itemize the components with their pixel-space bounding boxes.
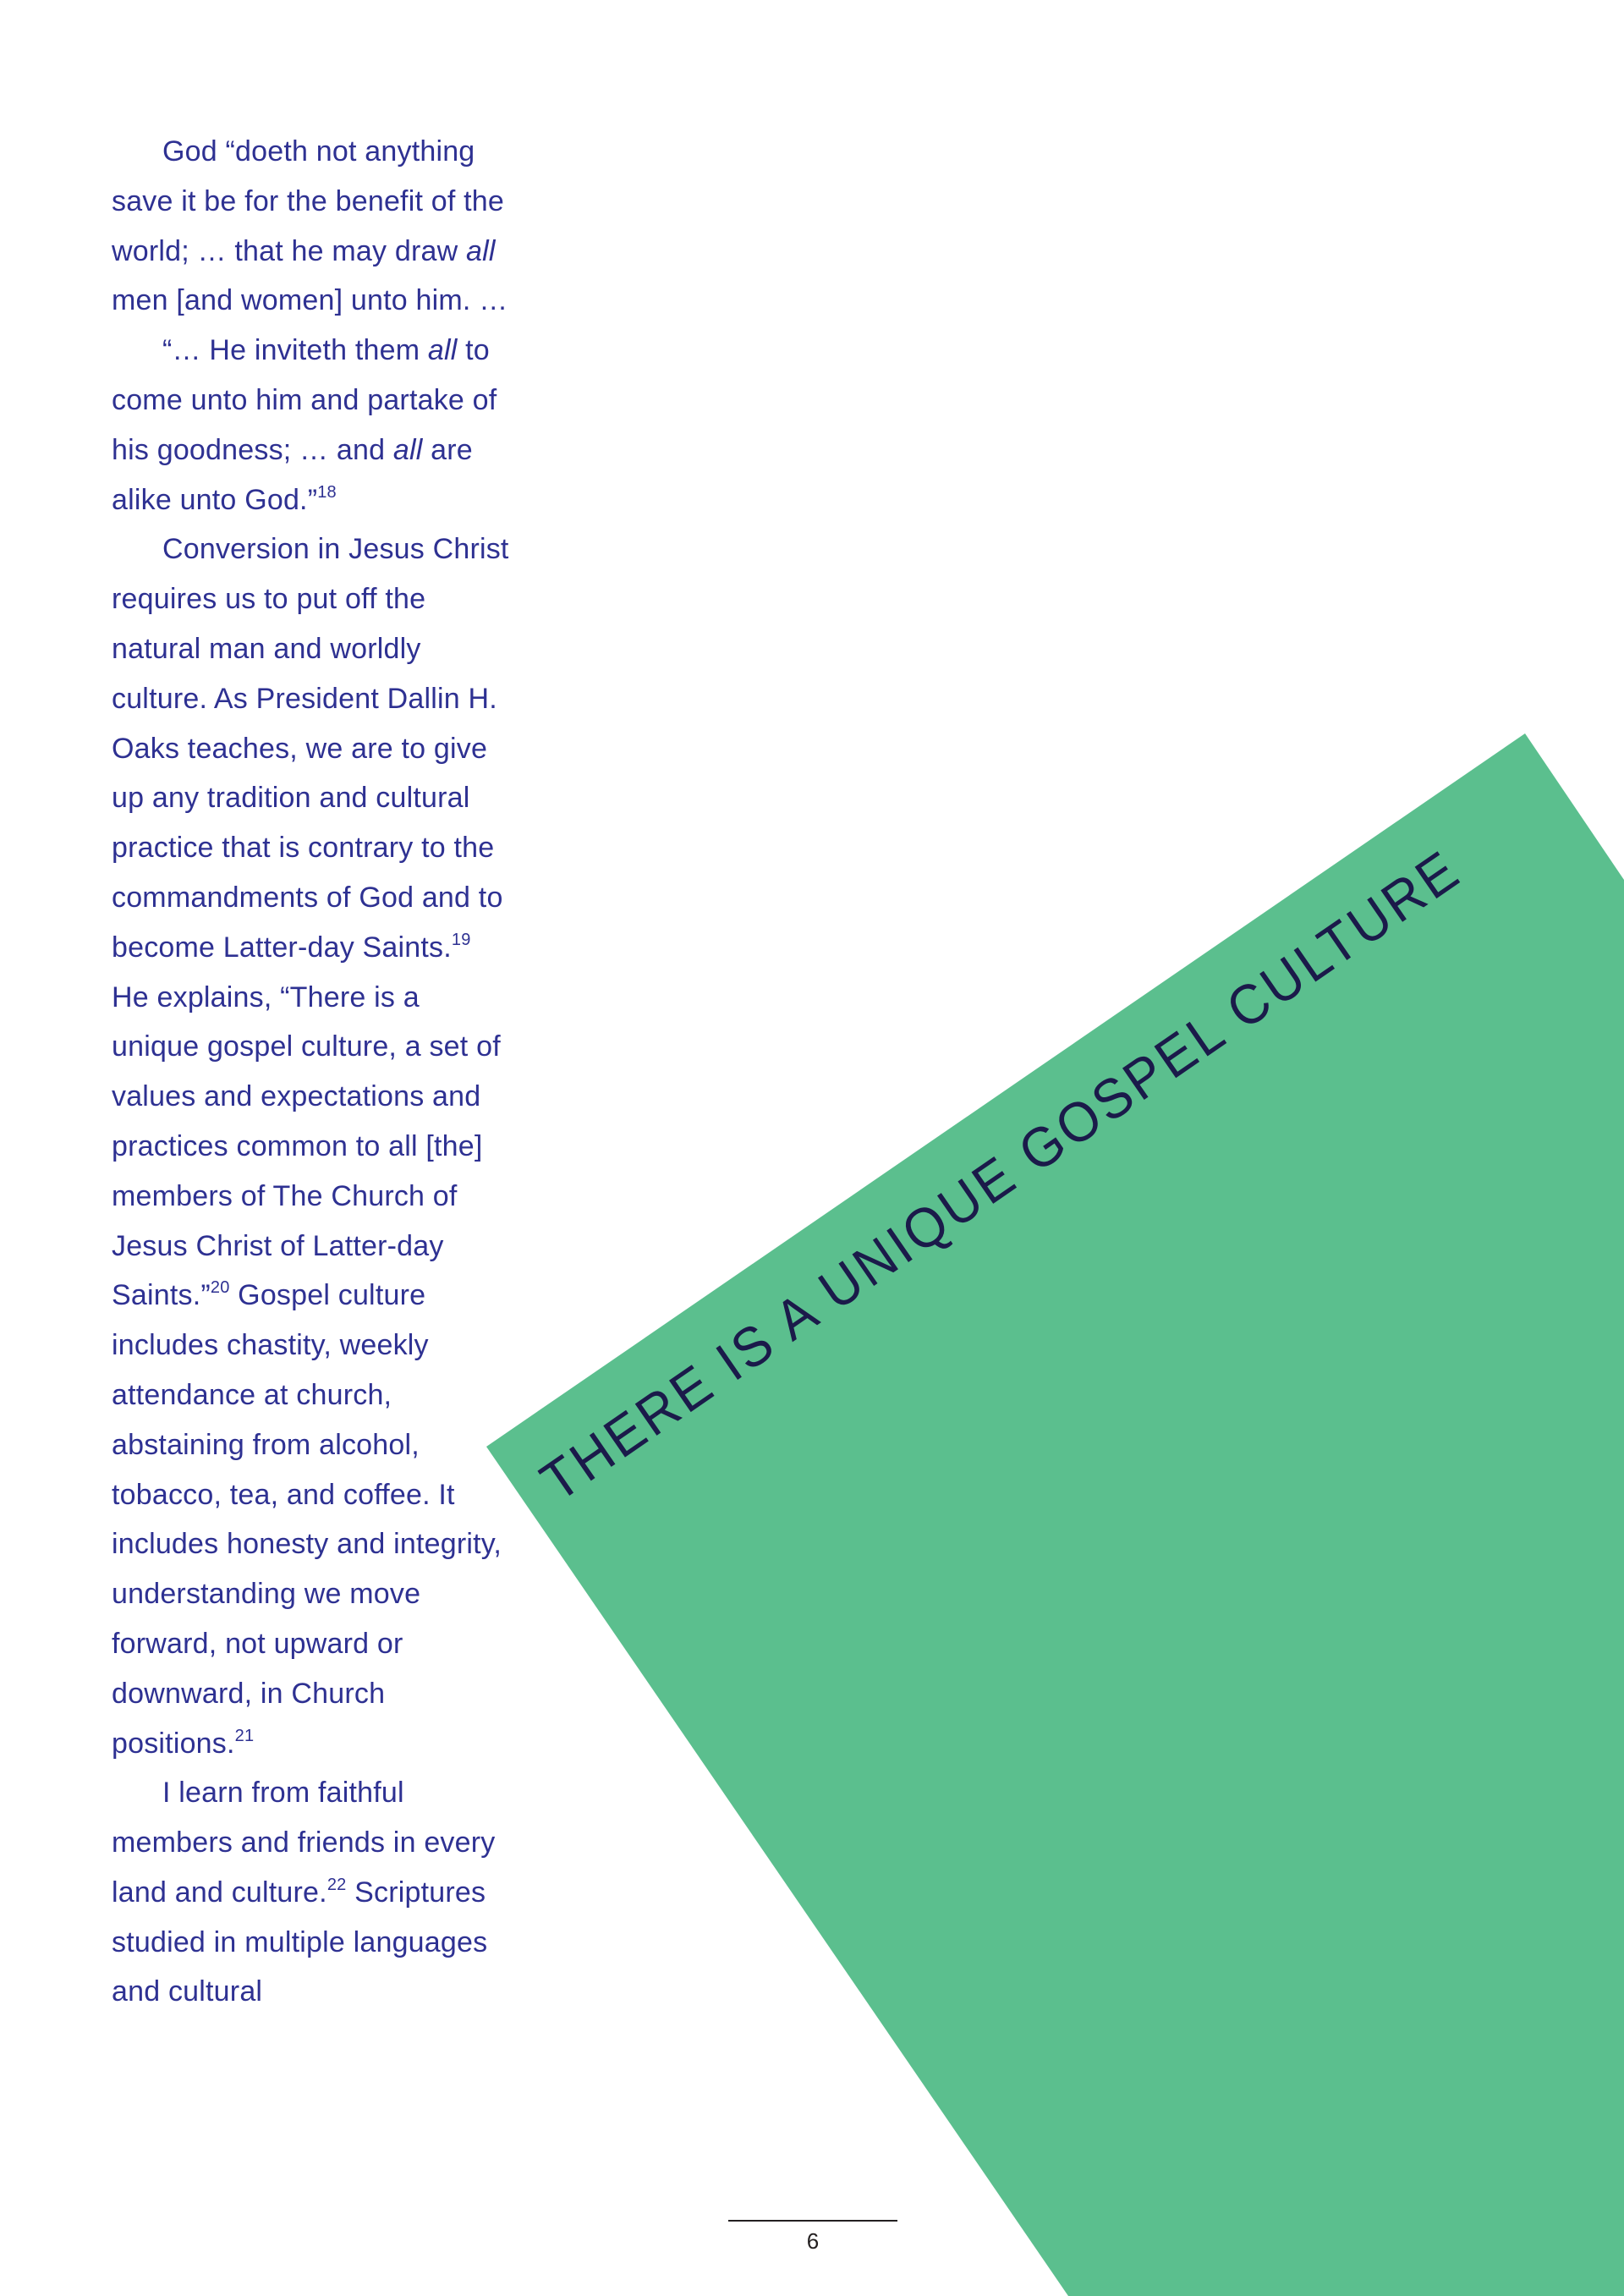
- paragraph-text-run: are alike unto God.”: [112, 433, 473, 516]
- body-paragraph: [112, 127, 509, 326]
- body-paragraph: [112, 525, 509, 1768]
- paragraph-text-run: to come unto him and partake of his goodness; … and: [112, 334, 497, 466]
- green-diagonal-band: [486, 733, 1624, 2296]
- paragraph-text-run: He explains, “There is a unique gospel culture, a set of values and expectations and practices common to all [the] members of The Church of Jesus Christ of Latter-day Saints.”: [112, 980, 501, 1312]
- paragraph-text-run: men [and women] unto him. …: [112, 284, 508, 317]
- paragraph-text-run: God “doeth not anything save it be for the benefit of the world; … that he may draw: [112, 135, 505, 267]
- paragraph-text-run: Scriptures studied in multiple languages and cultural: [112, 1876, 488, 2008]
- footer-rule: [728, 2220, 897, 2222]
- pull-quote-text: THERE IS A UNIQUE GOSPEL CULTURE: [529, 801, 1523, 1513]
- emphasis-text: all: [466, 234, 496, 267]
- paragraph-text-run: “… He inviteth them: [162, 334, 428, 367]
- body-paragraph: [112, 1768, 509, 2017]
- body-paragraph: [112, 326, 509, 525]
- paragraph-text-run: I learn from faithful members and friends in every land and culture.: [112, 1777, 496, 1909]
- emphasis-text: all: [427, 334, 458, 367]
- page-number: 6: [806, 2228, 820, 2254]
- footnote-reference: 19: [451, 930, 471, 949]
- footnote-reference: 22: [326, 1875, 347, 1894]
- paragraph-text-run: Gospel culture includes chastity, weekly attendance at church, abstaining from alcohol, tobacco, tea, and coffee. It includes honesty and integrity, understanding we move forward, not upward or downward, in Church positions.: [112, 1279, 502, 1760]
- footnote-reference: 21: [234, 1726, 255, 1745]
- footnote-reference: 18: [317, 482, 337, 502]
- paragraph-text-run: Conversion in Jesus Christ requires us to put off the natural man and worldly culture. As President Dallin H. Oaks teaches, we are to give up any tradition and cultural practice that is contrary to the commandments of God and to become Latter-day Saints.: [112, 533, 509, 964]
- body-text-column: [112, 127, 509, 2017]
- footnote-reference: 20: [210, 1278, 230, 1298]
- emphasis-text: all: [392, 433, 423, 466]
